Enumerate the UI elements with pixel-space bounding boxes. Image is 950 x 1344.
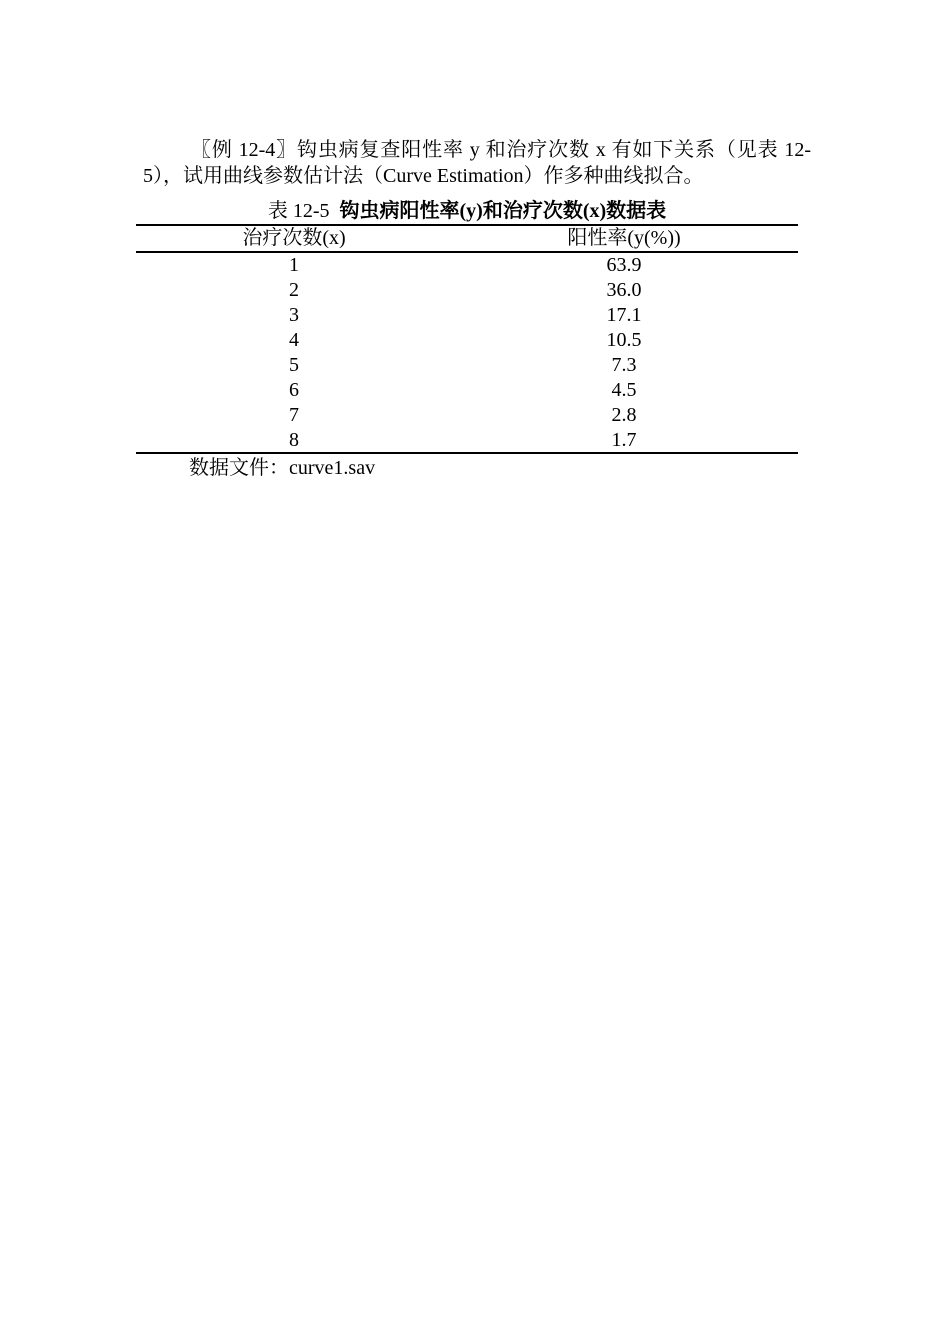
cell-treatment-count: 7 [289,404,299,426]
header-treatment-count: 治疗次数(x) [242,227,346,249]
cell-treatment-count: 4 [289,329,299,351]
cell-positive-rate: 2.8 [611,404,637,426]
cell-treatment-count: 8 [289,429,299,451]
table-header-row [136,226,798,251]
cell-positive-rate: 7.3 [611,354,637,376]
table-row [136,378,798,403]
table-row [136,428,798,453]
cell-treatment-count: 5 [289,354,299,376]
cell-treatment-count: 6 [289,379,299,401]
cell-positive-rate: 36.0 [606,279,642,301]
cell-positive-rate: 4.5 [611,379,637,401]
table-row [136,303,798,328]
cell-treatment-count: 2 [289,279,299,301]
cell-positive-rate: 17.1 [606,304,642,326]
table-row [136,328,798,353]
table-row [136,353,798,378]
data-file-note: 数据文件：curve1.sav [189,457,376,479]
cell-treatment-count: 3 [289,304,299,326]
cell-positive-rate: 10.5 [606,329,642,351]
header-positive-rate: 阳性率(y(%)) [567,227,681,249]
cell-positive-rate: 63.9 [606,254,642,276]
table-row [136,403,798,428]
table-row [136,253,798,278]
table-number: 表 12-5 [267,200,330,222]
table-caption: 钩虫病阳性率(y)和治疗次数(x)数据表 [339,200,667,222]
table-title [136,198,798,224]
cell-treatment-count: 1 [289,254,299,276]
table-row [136,278,798,303]
table-bottom-rule [136,452,798,454]
example-paragraph: 〖例 12-4〗钩虫病复查阳性率 y 和治疗次数 x 有如下关系（见表 12-5），试用曲线参数估计法（Curve Estimation）作多种曲线拟合。 [143,139,811,187]
cell-positive-rate: 1.7 [611,429,637,451]
